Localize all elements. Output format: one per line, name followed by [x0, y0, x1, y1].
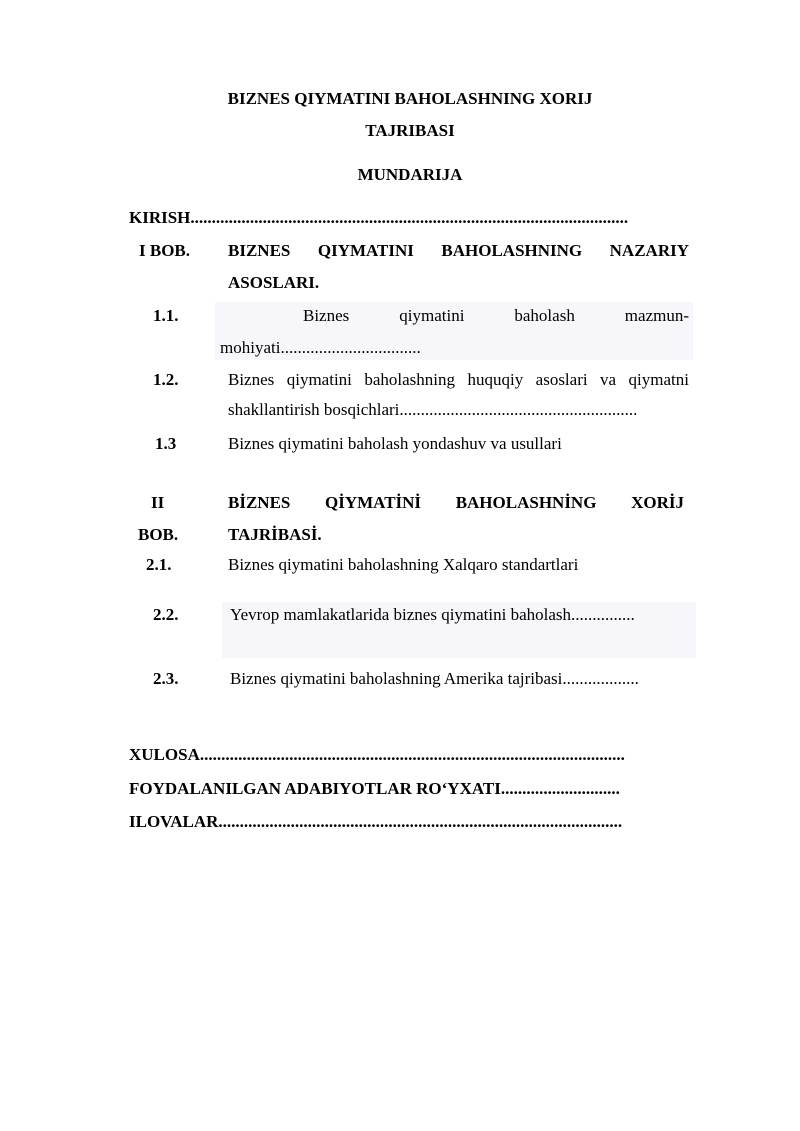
document-title-line2: TAJRIBASI — [365, 121, 455, 140]
toc-section-1-1-word: mazmun- — [624, 306, 689, 325]
toc-chapter1-number: I BOB. — [139, 241, 191, 260]
toc-section-1-2-number: 1.2. — [153, 370, 179, 389]
toc-section-1-1-number: 1.1. — [153, 306, 179, 325]
toc-section-1-1-word: qiymatini — [399, 306, 465, 325]
toc-chapter1-title-line2: ASOSLARI. — [228, 273, 320, 292]
toc-section-1-1-title-line2: mohiyati................................. — [220, 338, 421, 357]
toc-section-2-1-title: Biznes qiymatini baholashning Xalqaro standartlari — [228, 555, 579, 574]
toc-chapter2-title-word: XORİJ — [631, 493, 684, 512]
toc-chapter2-title-line2: TAJRİBASİ. — [228, 525, 322, 544]
toc-chapter2-title-word: BİZNES — [228, 493, 291, 512]
toc-section-1-1-word: Biznes — [303, 306, 350, 325]
toc-section-2-2-number: 2.2. — [153, 605, 179, 624]
toc-section-1-2-title-line2: shakllantirish bosqichlari........................................................ — [228, 400, 638, 419]
toc-chapter2-title-word: BAHOLASHNİNG — [455, 493, 597, 512]
toc-chapter2-title-word: QİYMATİNİ — [325, 493, 422, 512]
toc-chapter1-title-word: NAZARIY — [609, 241, 689, 260]
toc-chapter2-title-line1 — [228, 492, 684, 514]
toc-section-1-2-title-line1: Biznes qiymatini baholashning huquqiy asoslari va qiymatni — [228, 370, 689, 389]
toc-section-1-3-title: Biznes qiymatini baholash yondashuv va usullari — [228, 434, 562, 453]
document-title-line1: BIZNES QIYMATINI BAHOLASHNING XORIJ — [227, 89, 593, 108]
toc-section-1-3-number: 1.3 — [155, 434, 177, 453]
toc-section-2-3-number: 2.3. — [153, 669, 179, 688]
toc-section-1-1-title-line1 — [303, 305, 689, 327]
toc-entry-conclusion: XULOSA.................................................................................................... — [129, 745, 625, 764]
toc-entry-references: FOYDALANILGAN ADABIYOTLAR RO‘YXATI............................ — [129, 779, 620, 798]
toc-entry-intro: KIRISH....................................................................................................... — [129, 208, 629, 227]
toc-section-1-1-word: baholash — [514, 306, 575, 325]
toc-entry-appendices: ILOVALAR............................................................................................... — [129, 812, 623, 831]
toc-chapter2-number-line1: II — [151, 493, 165, 512]
toc-chapter2-number-line2: BOB. — [138, 525, 179, 544]
toc-chapter1-title-word: BAHOLASHNING — [441, 241, 583, 260]
toc-chapter1-title-word: BIZNES — [228, 241, 291, 260]
toc-chapter1-title-word: QIYMATINI — [317, 241, 414, 260]
toc-section-2-2-title: Yevrop mamlakatlarida biznes qiymatini baholash............... — [230, 605, 635, 624]
toc-chapter1-title-line1 — [228, 240, 689, 262]
toc-section-2-3-title: Biznes qiymatini baholashning Amerika tajribasi.................. — [230, 669, 639, 688]
toc-section-2-1-number: 2.1. — [146, 555, 172, 574]
contents-heading: MUNDARIJA — [357, 165, 463, 184]
